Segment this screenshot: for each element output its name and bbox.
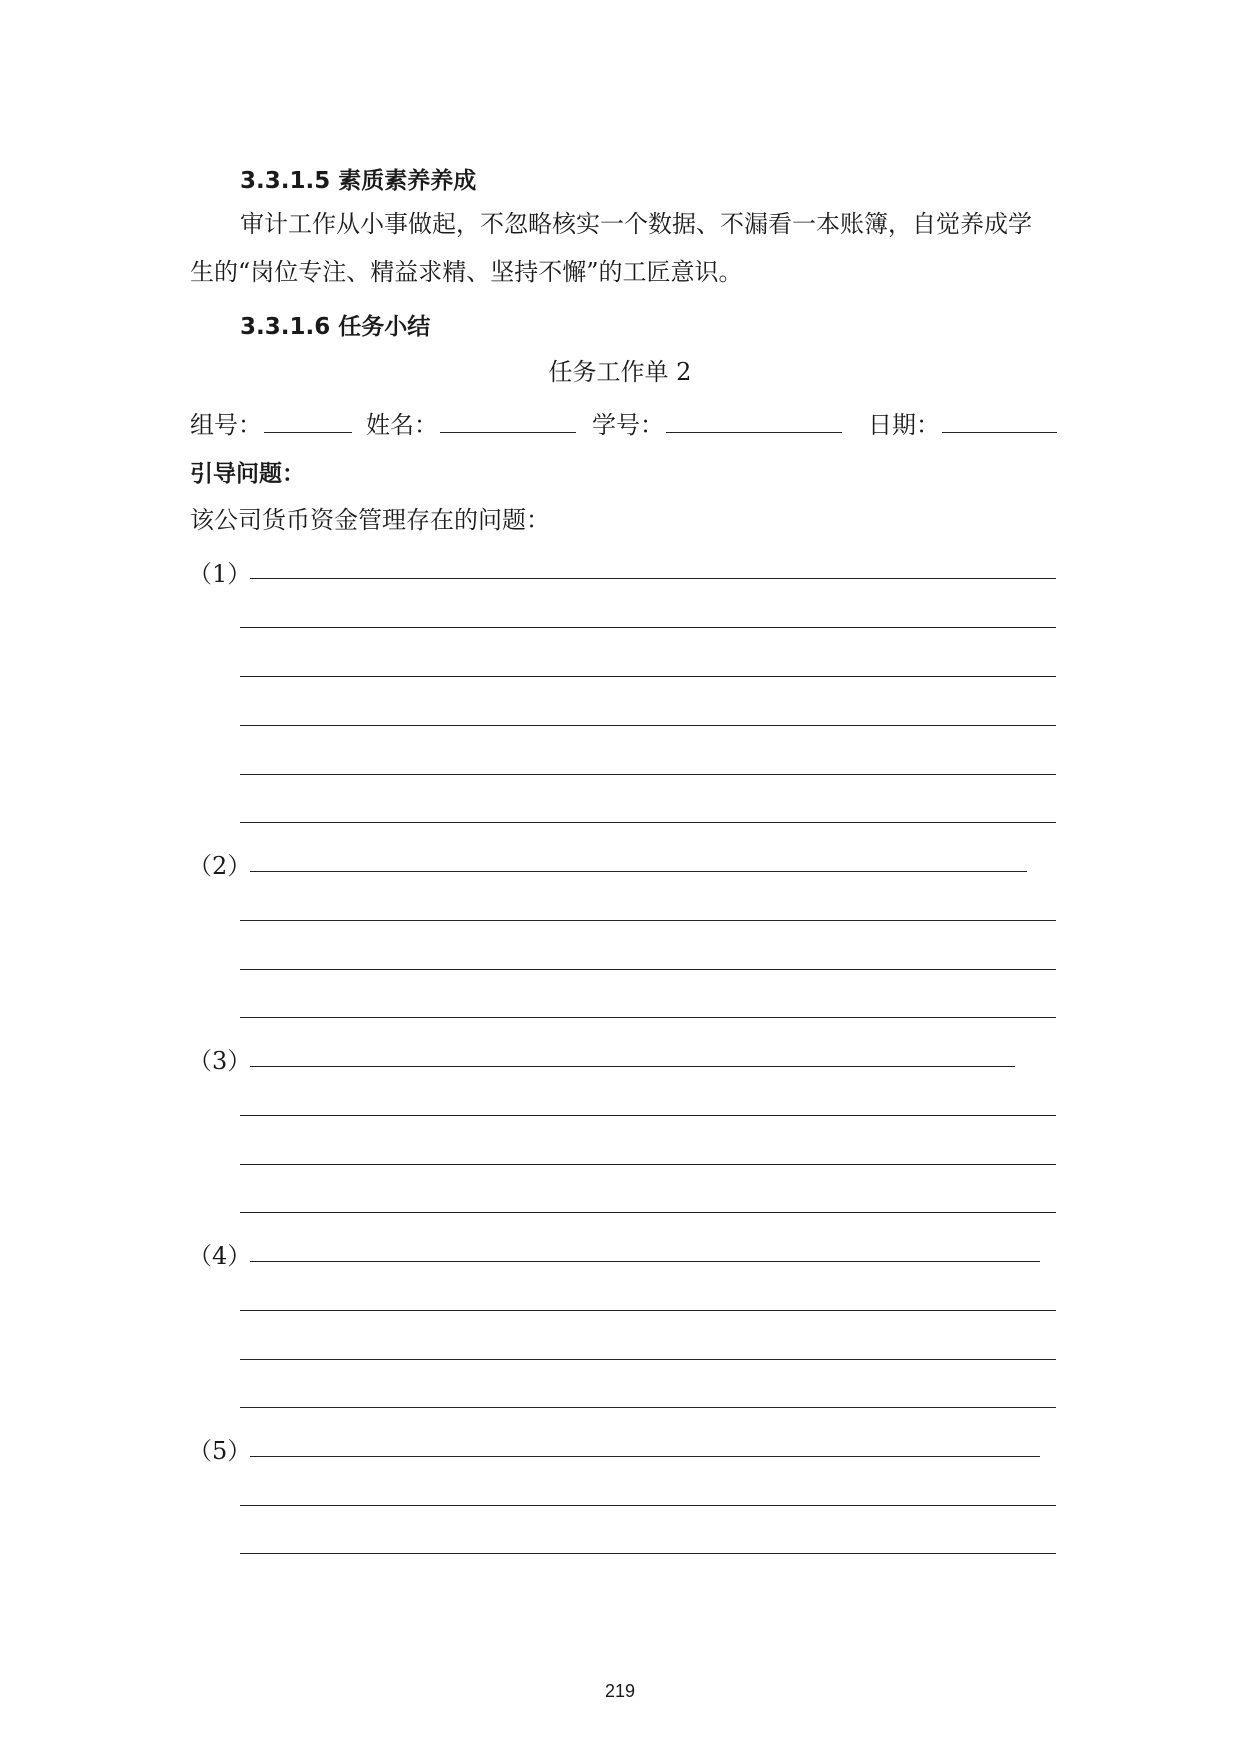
section-number: 3.3.1.6 — [240, 314, 331, 340]
answer-line[interactable] — [240, 822, 1056, 823]
section-title: 素质素养养成 — [338, 168, 477, 194]
answer-line[interactable] — [240, 627, 1056, 628]
answer-line[interactable] — [240, 774, 1056, 775]
answer-line[interactable] — [240, 725, 1056, 726]
section-title: 任务小结 — [338, 314, 431, 340]
answer-line[interactable] — [240, 1164, 1056, 1165]
answer-line[interactable] — [240, 1505, 1056, 1506]
item-label-4: （4） — [188, 1242, 252, 1270]
date-label: 日期： — [868, 411, 940, 439]
answer-line[interactable] — [240, 1553, 1056, 1554]
item-label-1: （1） — [188, 560, 252, 588]
answer-line[interactable] — [240, 920, 1056, 921]
answer-line[interactable] — [250, 1066, 1015, 1067]
answer-line[interactable] — [240, 1310, 1056, 1311]
answer-line[interactable] — [240, 1212, 1056, 1213]
answer-line[interactable] — [240, 676, 1056, 677]
answer-line[interactable] — [250, 1261, 1040, 1262]
answer-line[interactable] — [250, 1456, 1040, 1457]
question-text: 该公司货币资金管理存在的问题： — [190, 506, 550, 534]
answer-line[interactable] — [240, 1407, 1056, 1408]
worksheet-title: 任务工作单 2 — [548, 358, 692, 386]
paragraph-line-2: 生的“岗位专注、精益求精、坚持不懈”的工匠意识。 — [190, 258, 743, 286]
section-number: 3.3.1.5 — [240, 168, 331, 194]
section-heading-3-3-1-5 — [240, 162, 476, 195]
item-label-2: （2） — [188, 852, 252, 880]
answer-line[interactable] — [240, 1115, 1056, 1116]
section-heading-3-3-1-6 — [240, 308, 430, 341]
student-id-field[interactable] — [666, 432, 842, 433]
paragraph-line-1: 审计工作从小事做起，不忽略核实一个数据、不漏看一本账簿，自觉养成学 — [240, 210, 1032, 238]
answer-line[interactable] — [240, 1017, 1056, 1018]
page-number: 219 — [604, 1681, 636, 1701]
item-label-5: （5） — [188, 1437, 252, 1465]
answer-line[interactable] — [250, 578, 1056, 579]
guide-heading: 引导问题： — [190, 461, 305, 487]
student-id-label: 学号： — [592, 411, 664, 439]
item-label-3: （3） — [188, 1047, 252, 1075]
answer-line[interactable] — [250, 871, 1027, 872]
name-label: 姓名： — [366, 411, 438, 439]
answer-line[interactable] — [240, 969, 1056, 970]
group-label: 组号： — [190, 411, 262, 439]
name-field[interactable] — [440, 432, 576, 433]
answer-line[interactable] — [240, 1359, 1056, 1360]
date-field[interactable] — [942, 432, 1057, 433]
group-field[interactable] — [264, 432, 352, 433]
